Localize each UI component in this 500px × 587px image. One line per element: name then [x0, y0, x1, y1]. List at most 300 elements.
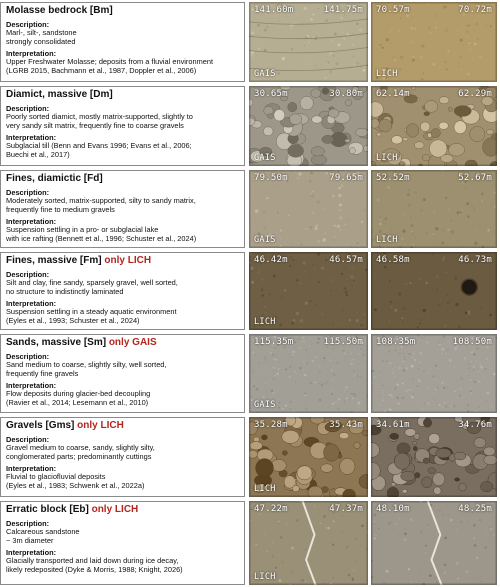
core-photo: [371, 170, 497, 248]
grain: [467, 215, 469, 217]
grain: [353, 280, 354, 281]
facies-title: [6, 5, 239, 17]
grain: [438, 304, 441, 307]
grain: [274, 375, 276, 377]
grain: [261, 351, 263, 353]
grain: [397, 384, 399, 386]
grain: [346, 398, 347, 399]
grain: [470, 379, 472, 381]
grain: [404, 396, 406, 398]
description-label: Description:: [6, 20, 50, 29]
grain: [262, 294, 264, 296]
grain: [293, 347, 295, 349]
clast: [339, 433, 349, 439]
grain: [341, 349, 342, 350]
grain: [257, 271, 260, 274]
grain: [459, 395, 461, 397]
site-label: LICH: [376, 235, 398, 245]
grain: [436, 581, 438, 583]
grain: [251, 243, 253, 245]
grain: [411, 233, 414, 236]
description-label: Description:: [6, 352, 50, 361]
grain: [318, 338, 320, 340]
grain: [251, 508, 253, 510]
grain: [343, 394, 344, 395]
grain: [455, 303, 458, 306]
grain: [422, 370, 423, 371]
grain: [414, 359, 416, 361]
grain: [265, 359, 266, 360]
grain: [420, 209, 423, 212]
grain: [419, 323, 421, 325]
grain: [486, 400, 487, 401]
grain: [406, 520, 407, 521]
depth-top-label: 46.58m: [376, 255, 410, 265]
grain: [454, 347, 457, 350]
description-label: Description:: [6, 435, 50, 444]
grain: [374, 521, 376, 523]
grain: [488, 402, 489, 403]
grain: [307, 354, 309, 356]
grain: [306, 408, 308, 410]
grain: [476, 557, 478, 559]
grain: [477, 376, 479, 378]
grain: [443, 256, 445, 258]
grain: [336, 288, 337, 289]
grain: [470, 48, 472, 50]
depth-top-label: 52.52m: [376, 173, 410, 183]
grain: [352, 569, 354, 571]
grain: [483, 382, 484, 383]
grain: [304, 374, 306, 376]
grain: [434, 577, 435, 578]
grain: [444, 324, 447, 327]
depth-bottom-label: 35.43m: [329, 420, 363, 430]
grain: [466, 31, 468, 33]
grain: [288, 214, 290, 216]
grain: [345, 386, 347, 388]
grain: [445, 29, 449, 33]
grain: [314, 505, 316, 507]
grain: [262, 378, 264, 380]
grain: [335, 401, 337, 403]
grain: [477, 38, 479, 40]
grain: [418, 368, 420, 370]
grain: [322, 238, 326, 242]
grain: [262, 210, 266, 214]
clast: [261, 435, 267, 440]
grain: [395, 386, 396, 387]
grain: [418, 379, 421, 382]
grain: [476, 361, 478, 363]
grain: [264, 306, 266, 308]
grain: [479, 56, 482, 59]
grain: [389, 394, 391, 396]
grain: [291, 571, 293, 573]
grain: [478, 381, 480, 383]
grain: [335, 347, 337, 349]
grain: [257, 24, 260, 27]
depth-bottom-label: 115.50m: [323, 337, 363, 347]
grain: [393, 56, 396, 59]
grain: [343, 266, 347, 270]
grain: [269, 200, 271, 202]
clast: [391, 483, 396, 486]
grain: [474, 186, 475, 187]
grain: [296, 312, 299, 315]
grain: [272, 542, 273, 543]
depth-bottom-label: 141.75m: [323, 5, 363, 15]
grain: [484, 368, 486, 370]
depth-top-label: 108.35m: [376, 337, 416, 347]
core-photo: [371, 501, 497, 585]
clast: [329, 109, 340, 118]
grain: [479, 519, 481, 521]
grain: [365, 340, 366, 341]
grain: [398, 535, 400, 537]
grain: [391, 396, 393, 398]
clast: [484, 455, 497, 465]
grain: [317, 235, 318, 236]
grain: [472, 47, 473, 48]
grain: [280, 536, 282, 538]
depth-top-label: 70.57m: [376, 5, 410, 15]
grain: [414, 191, 417, 194]
grain: [305, 401, 307, 403]
grain: [407, 357, 408, 358]
description-text: Marl-, silt-, sandstone: [6, 28, 77, 37]
grain: [282, 546, 283, 547]
clast: [250, 442, 263, 450]
grain: [444, 340, 445, 341]
grain: [333, 520, 335, 522]
grain: [355, 362, 357, 364]
grain: [478, 371, 479, 372]
grain: [331, 279, 334, 282]
grain: [321, 65, 323, 67]
grain: [447, 50, 449, 52]
grain: [450, 220, 452, 222]
grain: [348, 574, 351, 577]
grain: [292, 362, 293, 363]
grain: [329, 305, 331, 307]
grain: [346, 546, 349, 549]
grain: [473, 524, 476, 527]
clast: [345, 139, 350, 142]
grain: [296, 268, 297, 269]
grain: [410, 368, 411, 369]
grain: [395, 376, 396, 377]
interpretation-label: Interpretation:: [6, 217, 57, 227]
grain: [471, 57, 474, 60]
grain: [351, 363, 353, 365]
grain: [426, 362, 428, 364]
grain: [356, 319, 359, 322]
grain: [362, 231, 364, 233]
grain: [406, 351, 408, 353]
grain: [359, 28, 362, 31]
grain: [267, 393, 268, 394]
grain: [375, 524, 376, 525]
grain: [444, 563, 447, 566]
depth-bottom-label: 47.37m: [329, 504, 363, 514]
grain: [358, 243, 359, 244]
grain: [277, 212, 279, 214]
clast: [439, 122, 448, 129]
grain: [327, 527, 330, 530]
clast: [403, 138, 408, 141]
grain: [433, 402, 434, 403]
grain: [261, 279, 263, 281]
description-text: Gravel medium to coarse, sandy, slightly silty,: [6, 443, 155, 452]
grain: [334, 236, 336, 238]
grain: [422, 367, 423, 368]
grain: [467, 363, 469, 365]
grain: [468, 50, 471, 53]
grain: [325, 383, 326, 384]
grain: [340, 229, 341, 230]
grain: [435, 26, 437, 28]
grain: [457, 577, 459, 579]
grain: [391, 306, 393, 308]
grain: [332, 348, 334, 350]
grain: [458, 201, 459, 202]
grain: [451, 352, 452, 353]
grain: [327, 381, 329, 383]
grain: [305, 302, 308, 305]
grain: [447, 341, 449, 343]
facies-text-cell: [0, 417, 245, 497]
grain: [333, 373, 336, 376]
grain: [386, 388, 387, 389]
facies-name: Molasse bedrock [Bm]: [6, 5, 113, 16]
grain: [305, 549, 306, 550]
grain: [306, 506, 307, 507]
grain: [352, 212, 353, 213]
grain: [471, 392, 472, 393]
grain: [433, 210, 436, 213]
grain: [342, 310, 344, 312]
grain: [484, 546, 487, 549]
grain: [480, 398, 481, 399]
grain: [438, 534, 439, 535]
grain: [400, 17, 402, 19]
grain: [363, 69, 366, 72]
grain: [486, 358, 488, 360]
interpretation-text: (Ravier et al., 2014; Lesemann et al., 2010): [6, 397, 149, 407]
grain: [445, 197, 447, 199]
grain: [477, 368, 479, 370]
grain: [453, 405, 455, 407]
grain: [318, 240, 320, 242]
clast: [282, 430, 300, 443]
grain: [441, 406, 443, 408]
grain: [457, 62, 460, 65]
grain: [261, 380, 262, 381]
grain: [355, 538, 357, 540]
grain: [465, 570, 468, 573]
grain: [310, 300, 312, 302]
grain: [252, 351, 254, 353]
grain: [447, 349, 449, 351]
grain: [330, 359, 332, 361]
site-label: LICH: [254, 317, 276, 327]
grain: [421, 337, 423, 339]
grain: [349, 194, 350, 195]
grain: [303, 360, 305, 362]
grain: [290, 543, 292, 545]
clast: [436, 448, 452, 458]
grain: [379, 371, 381, 373]
grain: [382, 360, 384, 362]
grain: [318, 281, 320, 283]
grain: [410, 217, 412, 219]
grain: [379, 223, 381, 225]
grain: [265, 410, 266, 411]
grain: [350, 275, 354, 279]
clast: [481, 481, 493, 491]
description-label: Description:: [6, 104, 50, 113]
grain: [489, 538, 490, 539]
clast: [439, 97, 449, 104]
grain: [325, 77, 327, 79]
core-photo: [249, 501, 368, 585]
grain: [422, 383, 425, 386]
grain: [336, 317, 337, 318]
grain: [474, 544, 477, 547]
grain: [464, 357, 466, 359]
grain: [433, 379, 435, 381]
grain: [394, 59, 396, 61]
grain: [266, 193, 267, 194]
grain: [317, 201, 320, 204]
grain: [458, 326, 461, 329]
grain: [474, 30, 475, 31]
grain: [359, 268, 361, 270]
grain: [419, 361, 421, 363]
grain: [331, 222, 332, 223]
grain: [326, 62, 329, 65]
grain: [487, 392, 490, 395]
grain: [457, 211, 460, 214]
grain: [344, 287, 347, 290]
grain: [289, 356, 291, 358]
grain: [457, 380, 459, 382]
grain: [408, 190, 409, 191]
interpretation-text: Buechi et al., 2017): [6, 149, 70, 159]
grain: [282, 408, 284, 410]
clast: [420, 122, 430, 132]
grain: [442, 348, 444, 350]
grain: [301, 371, 302, 372]
grain: [323, 515, 326, 518]
depth-bottom-label: 62.29m: [458, 89, 492, 99]
clast: [321, 464, 333, 473]
grain: [319, 383, 320, 384]
grain: [279, 555, 280, 556]
grain: [386, 38, 389, 41]
grain: [467, 404, 469, 406]
grain: [362, 350, 363, 351]
interpretation-label: Interpretation:: [6, 381, 57, 391]
grain: [402, 321, 403, 322]
grain: [359, 576, 361, 578]
grain: [286, 524, 287, 525]
grain: [449, 179, 451, 181]
grain: [481, 192, 484, 195]
grain: [353, 359, 355, 361]
grain: [313, 16, 314, 17]
grain: [315, 268, 316, 269]
grain: [315, 350, 316, 351]
grain: [474, 410, 475, 411]
grain: [445, 61, 447, 63]
grain: [282, 357, 284, 359]
grain: [436, 244, 437, 245]
grain: [306, 362, 308, 364]
grain: [430, 32, 432, 34]
grain: [447, 229, 450, 232]
grain: [303, 340, 305, 342]
grain: [473, 537, 475, 539]
grain: [363, 365, 364, 366]
grain: [493, 238, 495, 240]
clast: [423, 458, 430, 463]
grain: [291, 356, 292, 357]
interpretation-text: (LGRB 2015, Bachmann et al., 1987, Doppler et al., 2006): [6, 65, 197, 75]
grain: [362, 354, 364, 356]
grain: [280, 238, 281, 239]
grain: [358, 204, 360, 206]
clast: [441, 155, 454, 163]
grain: [453, 366, 455, 368]
grain: [356, 560, 358, 562]
clast: [459, 483, 466, 491]
clast: [413, 441, 417, 445]
grain: [291, 547, 294, 550]
grain: [339, 216, 342, 219]
clast: [377, 133, 382, 136]
grain: [446, 406, 448, 408]
grain: [263, 540, 266, 543]
grain: [284, 569, 286, 571]
grain: [266, 373, 267, 374]
grain: [363, 345, 365, 347]
clast: [429, 433, 440, 443]
grain: [275, 358, 277, 360]
core-photo: [249, 417, 368, 497]
facies-note: only LICH: [104, 255, 152, 266]
grain: [451, 366, 452, 367]
grain: [440, 300, 441, 301]
depth-top-label: 115.35m: [254, 337, 294, 347]
grain: [284, 402, 285, 403]
grain: [356, 398, 358, 400]
depth-bottom-label: 46.57m: [329, 255, 363, 265]
clast: [290, 114, 302, 125]
clast: [271, 459, 286, 471]
grain: [379, 378, 380, 379]
grain: [489, 368, 490, 369]
grain: [330, 290, 331, 291]
grain: [302, 337, 304, 339]
grain: [348, 569, 350, 571]
interpretation-label: Interpretation:: [6, 49, 57, 59]
grain: [342, 350, 344, 352]
grain: [289, 265, 291, 267]
grain: [468, 313, 470, 315]
clast: [406, 124, 419, 138]
